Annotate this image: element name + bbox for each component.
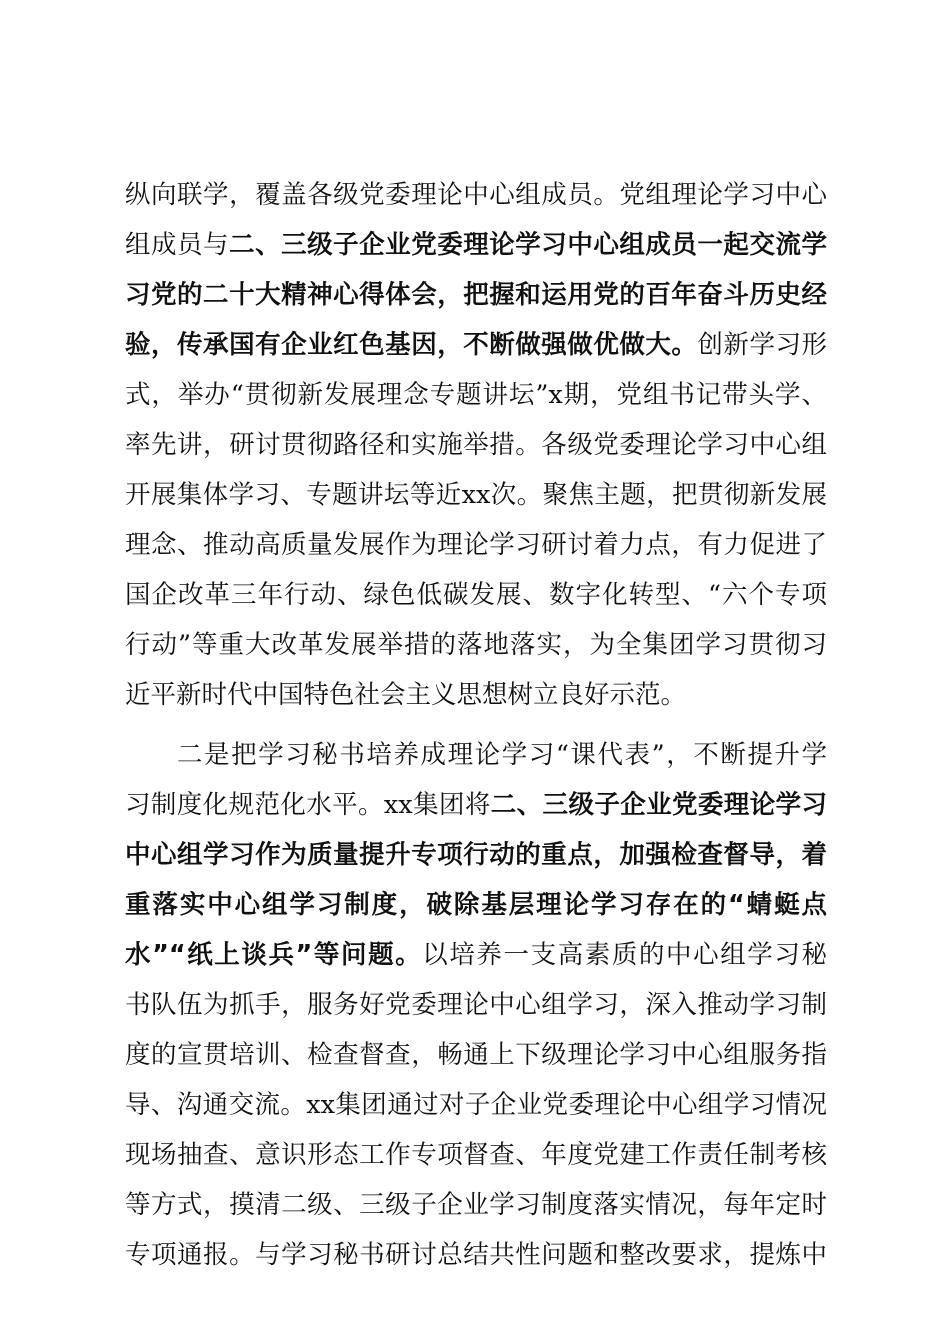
text-line — [125, 1135, 827, 1185]
text-segment: 习制度化规范化水平。xx集团将 — [125, 790, 491, 820]
text-line — [125, 785, 827, 835]
bold-text-segment: 中心组学习作为质量提升专项行动的重点，加强检查督导，着 — [125, 840, 827, 870]
bold-text-segment: 水”“纸上谈兵”等问题。 — [125, 940, 423, 970]
text-segment: 二是把学习秘书培养成理论学习“课代表”，不断提升学 — [177, 740, 827, 770]
text-line — [125, 525, 827, 575]
text-segment: 以培养一支高素质的中心组学习秘 — [422, 940, 827, 970]
text-line — [125, 625, 827, 675]
text-segment: 国企改革三年行动、绿色低碳发展、数字化转型、“六个专项 — [125, 580, 827, 610]
bold-text-segment: 验，传承国有企业红色基因，不断做强做优做大。 — [125, 330, 698, 360]
text-line — [125, 1085, 827, 1135]
paragraph — [125, 735, 827, 1285]
text-segment: 书队伍为抓手，服务好党委理论中心组学习，深入推动学习制 — [125, 990, 827, 1020]
text-segment: 纵向联学，覆盖各级党委理论中心组成员。党组理论学习中心 — [125, 180, 827, 210]
text-segment: 等方式，摸清二级、三级子企业学习制度落实情况，每年定时 — [125, 1190, 827, 1220]
text-line — [125, 885, 827, 935]
text-segment: 度的宣贯培训、检查督查，畅通上下级理论学习中心组服务指 — [125, 1040, 827, 1070]
bold-text-segment: 重落实中心组学习制度，破除基层理论学习存在的“蜻蜓点 — [125, 890, 827, 920]
bold-text-segment: 二、三级子企业党委理论学习 — [490, 790, 827, 820]
text-line — [125, 985, 827, 1035]
text-line — [125, 425, 827, 475]
bold-text-segment: 习党的二十大精神心得体会，把握和运用党的百年奋斗历史经 — [125, 280, 827, 310]
text-line — [125, 225, 827, 275]
text-line — [125, 935, 827, 985]
text-segment: 理念、推动高质量发展作为理论学习研讨着力点，有力促进了 — [125, 530, 827, 560]
text-line — [125, 325, 827, 375]
text-segment: 专项通报。与学习秘书研讨总结共性问题和整改要求，提炼中 — [125, 1240, 827, 1270]
text-segment: 导、沟通交流。xx集团通过对子企业党委理论中心组学习情况 — [125, 1090, 827, 1120]
text-line — [125, 1185, 827, 1235]
bold-text-segment: 二、三级子企业党委理论学习中心组成员一起交流学 — [229, 230, 827, 260]
text-segment: 组成员与 — [125, 230, 230, 260]
text-line — [125, 475, 827, 525]
text-line — [125, 675, 827, 725]
text-line — [125, 1035, 827, 1085]
paragraph — [125, 175, 827, 725]
text-line — [125, 735, 827, 785]
text-line — [125, 835, 827, 885]
text-line — [125, 575, 827, 625]
text-line — [125, 1235, 827, 1285]
text-segment: 率先讲，研讨贯彻路径和实施举措。各级党委理论学习中心组 — [125, 430, 827, 460]
text-segment: 现场抽查、意识形态工作专项督查、年度党建工作责任制考核 — [125, 1140, 827, 1170]
text-segment: 开展集体学习、专题讲坛等近xx次。聚焦主题，把贯彻新发展 — [125, 480, 827, 510]
text-line — [125, 175, 827, 225]
text-segment: 行动”等重大改革发展举措的落地落实，为全集团学习贯彻习 — [125, 630, 827, 660]
document-page — [125, 175, 827, 1285]
text-line — [125, 375, 827, 425]
text-segment: 近平新时代中国特色社会主义思想树立良好示范。 — [125, 680, 687, 710]
text-segment: 式，举办“贯彻新发展理念专题讲坛”x期，党组书记带头学、 — [125, 380, 827, 410]
text-line — [125, 275, 827, 325]
text-segment: 创新学习形 — [697, 330, 827, 360]
